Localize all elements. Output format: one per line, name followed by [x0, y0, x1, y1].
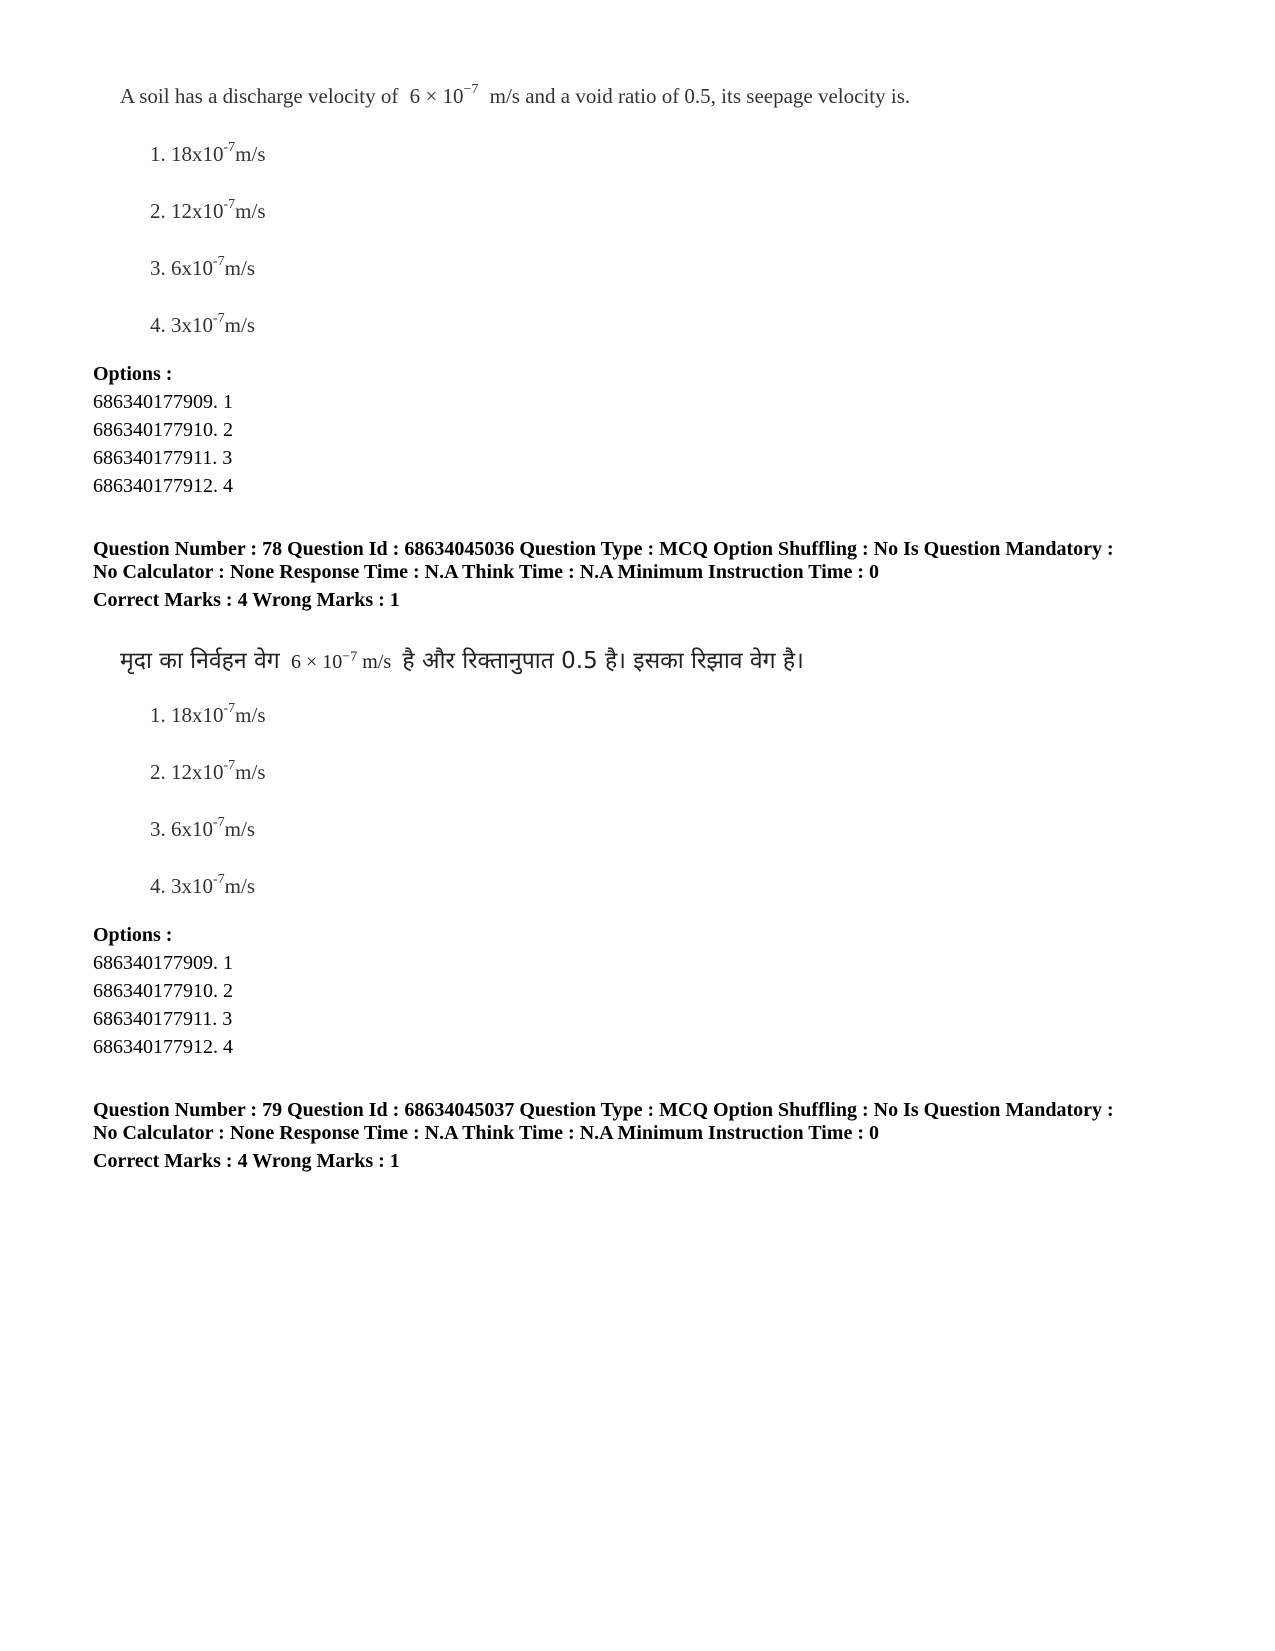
choice-4: 4. $3x10^{-7}m/s$ — [150, 311, 256, 337]
choice-1: 1. $18x10^{-7}m/s$ — [150, 701, 266, 727]
question-text-before: A soil has a discharge velocity of — [120, 84, 399, 108]
option-line: 686340177911. 3 — [93, 1008, 233, 1030]
question-79-meta-2: No Calculator : None Response Time : N.A Think Time : N.A Minimum Instruction Time : 0 — [93, 1122, 879, 1144]
question-78-meta-1: Question Number : 78 Question Id : 68634045036 Question Type : MCQ Option Shuffling : No Is Question Mandatory : — [93, 538, 1114, 560]
question-math: $6 \times 10^{-7}$ m/s — [291, 649, 392, 673]
option-line: 686340177910. 2 — [93, 419, 233, 441]
question-78-marks: Correct Marks : 4 Wrong Marks : 1 — [93, 589, 400, 611]
choice-1: 1. $18x10^{-7}m/s$ — [150, 140, 266, 166]
option-line: 686340177910. 2 — [93, 980, 233, 1002]
question-79-meta-1: Question Number : 79 Question Id : 68634045037 Question Type : MCQ Option Shuffling : No Is Question Mandatory : — [93, 1099, 1114, 1121]
option-line: 686340177909. 1 — [93, 391, 233, 413]
question-text-en — [120, 84, 910, 109]
options-label: Options : — [93, 924, 173, 946]
question-78-meta-2: No Calculator : None Response Time : N.A Think Time : N.A Minimum Instruction Time : 0 — [93, 561, 879, 583]
option-line: 686340177912. 4 — [93, 475, 233, 497]
choice-3: 3. $6x10^{-7}m/s$ — [150, 815, 256, 841]
option-line: 686340177912. 4 — [93, 1036, 233, 1058]
choice-4: 4. $3x10^{-7}m/s$ — [150, 872, 256, 898]
question-text-hi: मृदा का निर्वहन वेग $6 \times 10^{-7}$ m/s है और रिक्तानुपात 0.5 है। इसका रिझाव वेग है। — [120, 648, 804, 674]
question-math: $6 \times 10^{-7}$ — [409, 82, 479, 108]
choice-2: 2. $12x10^{-7}m/s$ — [150, 758, 266, 784]
question-79-marks: Correct Marks : 4 Wrong Marks : 1 — [93, 1150, 400, 1172]
option-line: 686340177911. 3 — [93, 447, 233, 469]
option-line: 686340177909. 1 — [93, 952, 233, 974]
choice-3: 3. $6x10^{-7}m/s$ — [150, 254, 256, 280]
choice-2: 2. $12x10^{-7}m/s$ — [150, 197, 266, 223]
question-text-after: m/s and a void ratio of 0.5, its seepage velocity is. — [489, 84, 911, 108]
options-label: Options : — [93, 363, 173, 385]
